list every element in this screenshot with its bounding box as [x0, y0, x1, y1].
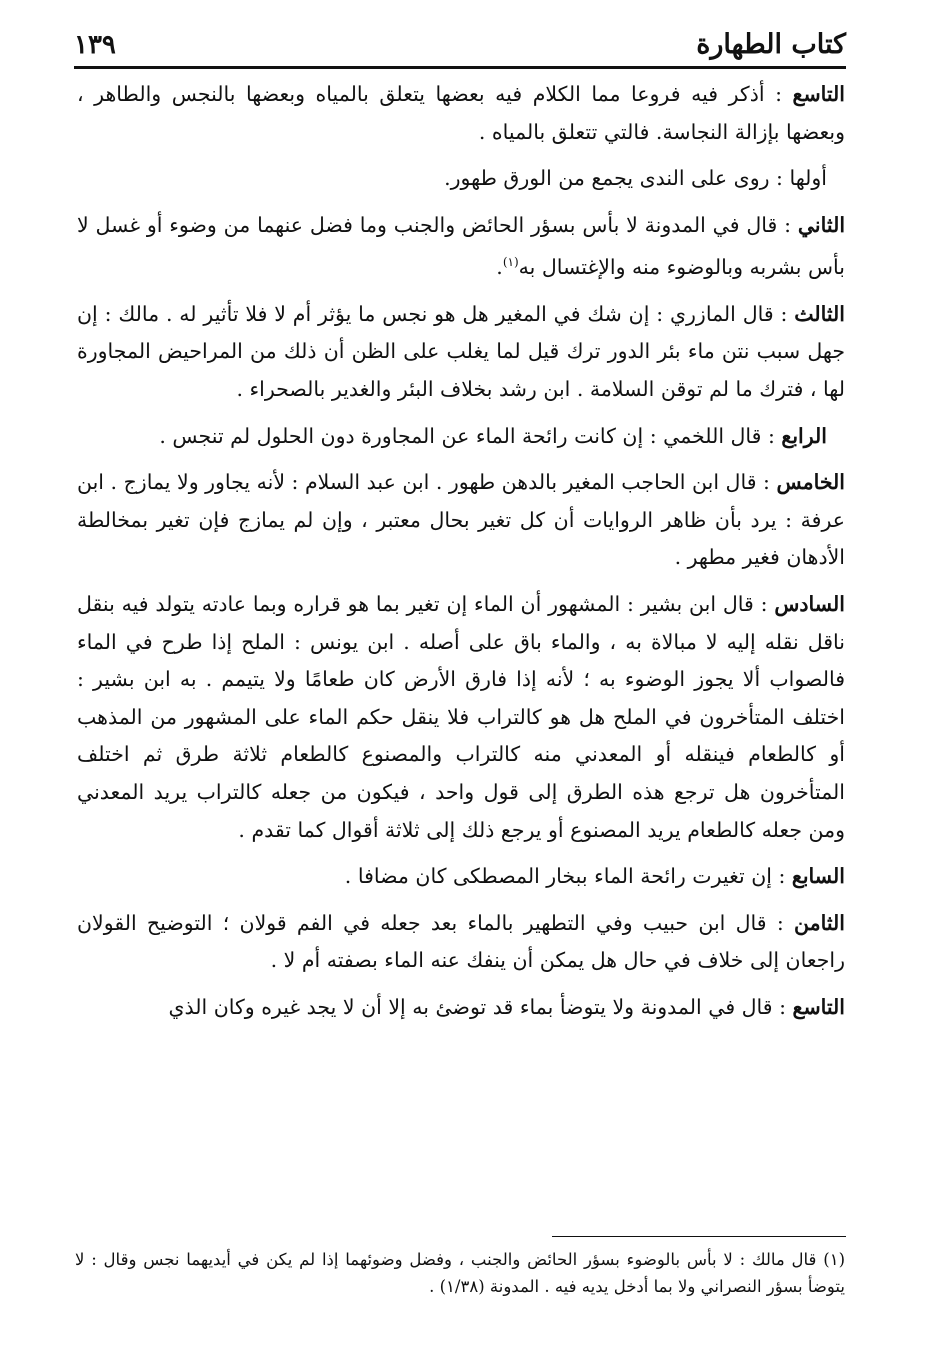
paragraph-seventh [77, 858, 845, 896]
footnote: (١) قال مالك : لا بأس بالوضوء بسؤر الحائض والجنب ، وفضل وضوئهما إذا لم يكن في أيديهما نجس وقال : لا يتوضأ بسؤر النصراني ولا بما أدخل يديه فيه . المدونة (١/٣٨) . [75, 1250, 845, 1296]
paragraph-text: : أذكر فيه فروعا مما الكلام فيه بعضها يتعلق بالمياه وبعضها بالنجس والطاهر ، وبعضها بإزالة النجاسة. فالتي تتعلق بالمياه . [77, 82, 845, 144]
paragraph-heading: الثالث [794, 301, 845, 326]
paragraph-third [77, 296, 845, 409]
paragraph-fifth [77, 464, 845, 577]
paragraph-heading: الثاني [797, 212, 846, 237]
main-text [77, 76, 845, 1035]
paragraph-text: : قال ابن الحاجب المغير بالدهن طهور . ابن عبد السلام : لأنه يجاور ولا يمازج . ابن عرفة : يرد بأن ظاهر الروايات أن كل تغير بحال معتبر ، وإن لم يمازج فإن تغير بمخالطة الأدهان فغير مطهر . [77, 470, 845, 570]
paragraph-second: الثاني : قال في المدونة لا بأس بسؤر الحائض والجنب وما فضل عنهما من وضوء أو غسل لا بأس بشربه وبالوضوء منه والإغتسال به$^{(١)}$. [77, 212, 846, 280]
footnotes [75, 1246, 845, 1300]
paragraph-heading: السابع [791, 864, 845, 889]
paragraph-text: : قال في المدونة لا بأس بسؤر الحائض والجنب وما فضل عنهما من وضوء أو غسل لا بأس بشربه وبالوضوء منه والإغتسال به [77, 212, 845, 280]
paragraph-text: : قال المازري : إن شك في المغير هل هو نجس ما يؤثر أم لا فلا تأثير له . مالك : إن جهل سبب نتن ماء بئر الدور ترك قيل لما يغلب على الظن أن ذلك من المراحيض المجاورة لها ، فترك ما لم توقن السلامة . ابن رشد بخلاف البئر والغدير بالصحراء . [77, 301, 845, 401]
paragraph-heading: الثامن [794, 910, 845, 935]
paragraph-ninth-intro [77, 76, 845, 151]
paragraph-heading: الرابع [781, 423, 827, 448]
paragraph-text: : قال في المدونة ولا يتوضأ بماء قد توضئ به إلا أن لا يجد غيره وكان الذي [168, 994, 793, 1019]
paragraph-first [77, 160, 845, 198]
paragraph-heading: الخامس [776, 470, 845, 495]
paragraph-text: : قال ابن بشير : المشهور أن الماء إن تغير بما هو قراره وبما عادته يتولد فيه بنقل ناقل نقله إليه لا مبالاة به ، والماء باق على أصله . ابن يونس : الملح إذا طرح في الماء فالصواب ألا يجوز الوضوء به ؛ لأنه إذا فارق الأرض كان طعامًا ولا يتيمم . به ابن بشير : اختلف المتأخرون في الملح هل هو كالتراب فلا ينقل حكم الماء على المشهور من المذهب أو كالطعام فينقله أو المعدني منه كالتراب والمصنوع كالطعام ثلاثة طرق ثم اختلف المتأخرون هل ترجع هذه الطرق إلى قول واحد ، فيكون من جعله كالتراب يريد المعدني ومن جعله كالطعام يريد المصنوع أو يرجع ذلك إلى ثلاثة أقوال كما تقدم . [77, 591, 845, 842]
page-number: ١٣٩ [74, 30, 116, 60]
paragraph-heading: السادس [774, 591, 845, 616]
footnote-reference: (١) [502, 255, 519, 270]
paragraph-text: أولها : روى على الندى يجمع من الورق طهور. [444, 166, 827, 191]
paragraph-eighth [77, 905, 845, 980]
paragraph-text: : قال ابن حبيب وفي التطهير بالماء بعد جعله في الفم قولان ؛ التوضيح القولان راجعان إلى خلاف في حال هل يمكن أن ينفك عنه الماء بصفته أم لا . [77, 910, 845, 973]
paragraph-sixth [77, 586, 845, 849]
footnote-divider [552, 1236, 846, 1237]
running-header [74, 26, 846, 69]
paragraph-ninth [77, 989, 845, 1027]
paragraph-text: : إن تغيرت رائحة الماء ببخار المصطكى كان مضافا . [344, 864, 792, 889]
paragraph-heading: التاسع [792, 994, 845, 1019]
paragraph-text: : قال اللخمي : إن كانت رائحة الماء عن المجاورة دون الحلول لم تنجس . [159, 423, 782, 448]
paragraph-heading: التاسع [792, 82, 845, 106]
paragraph-fourth [77, 418, 845, 456]
chapter-title: كتاب الطهارة [696, 29, 846, 60]
